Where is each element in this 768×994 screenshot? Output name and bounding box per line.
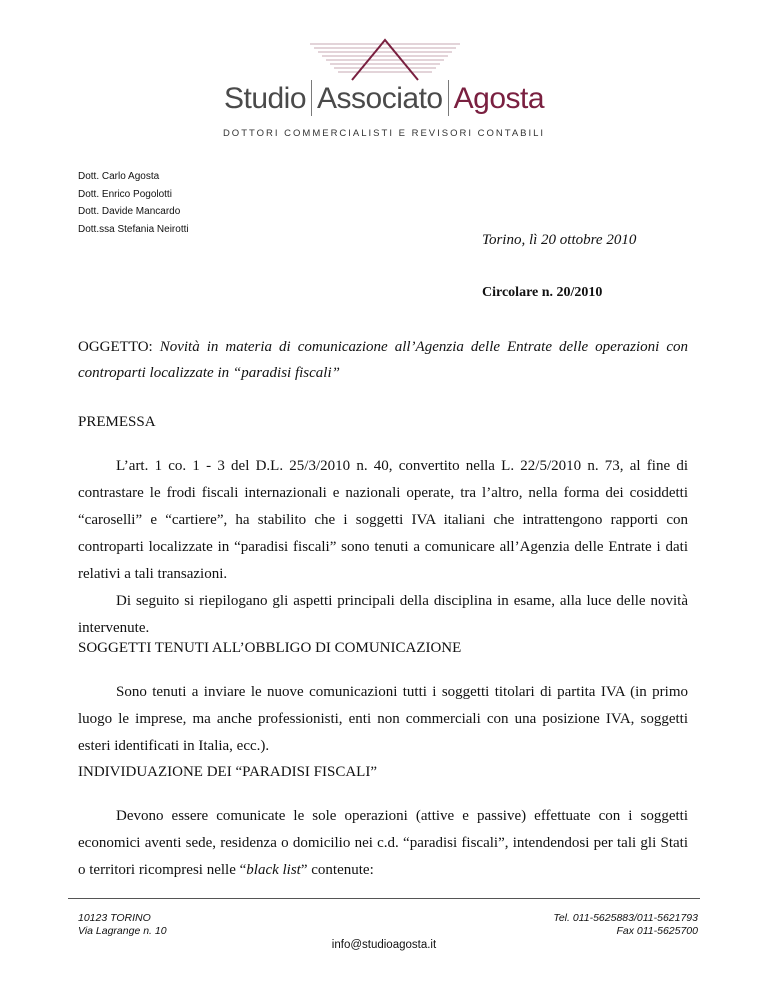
partner-name: Dott.ssa Stefania Neirotti xyxy=(78,223,189,235)
section-heading-premessa: PREMESSA xyxy=(78,414,156,430)
footer-fax: Fax 011-5625700 xyxy=(616,925,698,937)
letterhead-logo xyxy=(0,36,768,146)
paradisi-text-end: ” contenute: xyxy=(300,862,374,878)
place-date: Torino, lì 20 ottobre 2010 xyxy=(482,232,637,248)
pyramid-lines-icon xyxy=(300,36,470,82)
partner-name: Dott. Carlo Agosta xyxy=(78,171,160,182)
section-heading-paradisi: INDIVIDUAZIONE DEI “PARADISI FISCALI” xyxy=(78,764,377,780)
paragraph-premessa-1: L’art. 1 co. 1 - 3 del D.L. 25/3/2010 n. 40, convertito nella L. 22/5/2010 n. 73, al fine di contrastare le frodi fiscali internazionali e nazionali operate, tra l’altro, nella forma dei cosiddetti “caroselli” e “cartiere”, ha stabilito che i soggetti IVA italiani che intrattengono rapporti con controparti localizzate in “paradisi fiscali” sono tenuti a comunicare all’Agenzia delle Entrate i dati relativi a tali transazioni. xyxy=(78,458,688,582)
paragraph-premessa-2: Di seguito si riepilogano gli aspetti principali della disciplina in esame, alla luce delle novità intervenute. xyxy=(78,593,688,636)
partner-list xyxy=(78,168,189,238)
paragraph-soggetti-1: Sono tenuti a inviare le nuove comunicazioni tutti i soggetti titolari di partita IVA (in primo luogo le imprese, ma anche professionisti, enti non commerciali con una posizione IVA, soggetti esteri identificati in Italia, ecc.). xyxy=(78,684,688,754)
footer-contacts xyxy=(553,912,698,938)
brand-name xyxy=(0,80,768,116)
paradisi-text-italic: black list xyxy=(246,862,301,878)
tagline: DOTTORI COMMERCIALISTI E REVISORI CONTABILI xyxy=(222,128,546,139)
footer-address xyxy=(78,912,167,938)
paragraph-paradisi-1 xyxy=(78,803,688,884)
footer-street: Via Lagrange n. 10 xyxy=(78,925,167,937)
brand-word-studio: Studio xyxy=(223,82,307,115)
circular-number: Circolare n. 20/2010 xyxy=(482,285,603,300)
object-line: OGGETTO: Novità in materia di comunicazione all’Agenzia delle Entrate delle operazioni con controparti localizzate in “paradisi fiscali” xyxy=(78,339,688,381)
footer-phone: Tel. 011-5625883/011-5621793 xyxy=(553,912,698,924)
footer-email: info@studioagosta.it xyxy=(331,939,437,951)
partner-name: Dott. Davide Mancardo xyxy=(78,206,181,217)
object-text: Novità in materia di comunicazione all’Agenzia delle Entrate delle operazioni con controparti localizzate in “paradisi fiscali” xyxy=(78,339,688,381)
partner-name: Dott. Enrico Pogolotti xyxy=(78,188,172,200)
footer-city: 10123 TORINO xyxy=(78,912,151,924)
brand-separator xyxy=(311,80,312,116)
object-label: OGGETTO xyxy=(78,339,149,355)
section-heading-soggetti: SOGGETTI TENUTI ALL’OBBLIGO DI COMUNICAZIONE xyxy=(78,640,462,656)
brand-word-agosta: Agosta xyxy=(453,82,545,115)
paradisi-text-start: Devono essere comunicate le sole operazioni (attive e passive) effettuate con i soggetti economici aventi sede, residenza o domicilio nei c.d. “paradisi fiscali”, intendendosi per tali gli Stati o territori ricompresi nelle “ xyxy=(78,808,688,878)
footer-divider xyxy=(68,898,700,899)
brand-separator xyxy=(448,80,449,116)
brand-word-associato: Associato xyxy=(317,82,443,115)
